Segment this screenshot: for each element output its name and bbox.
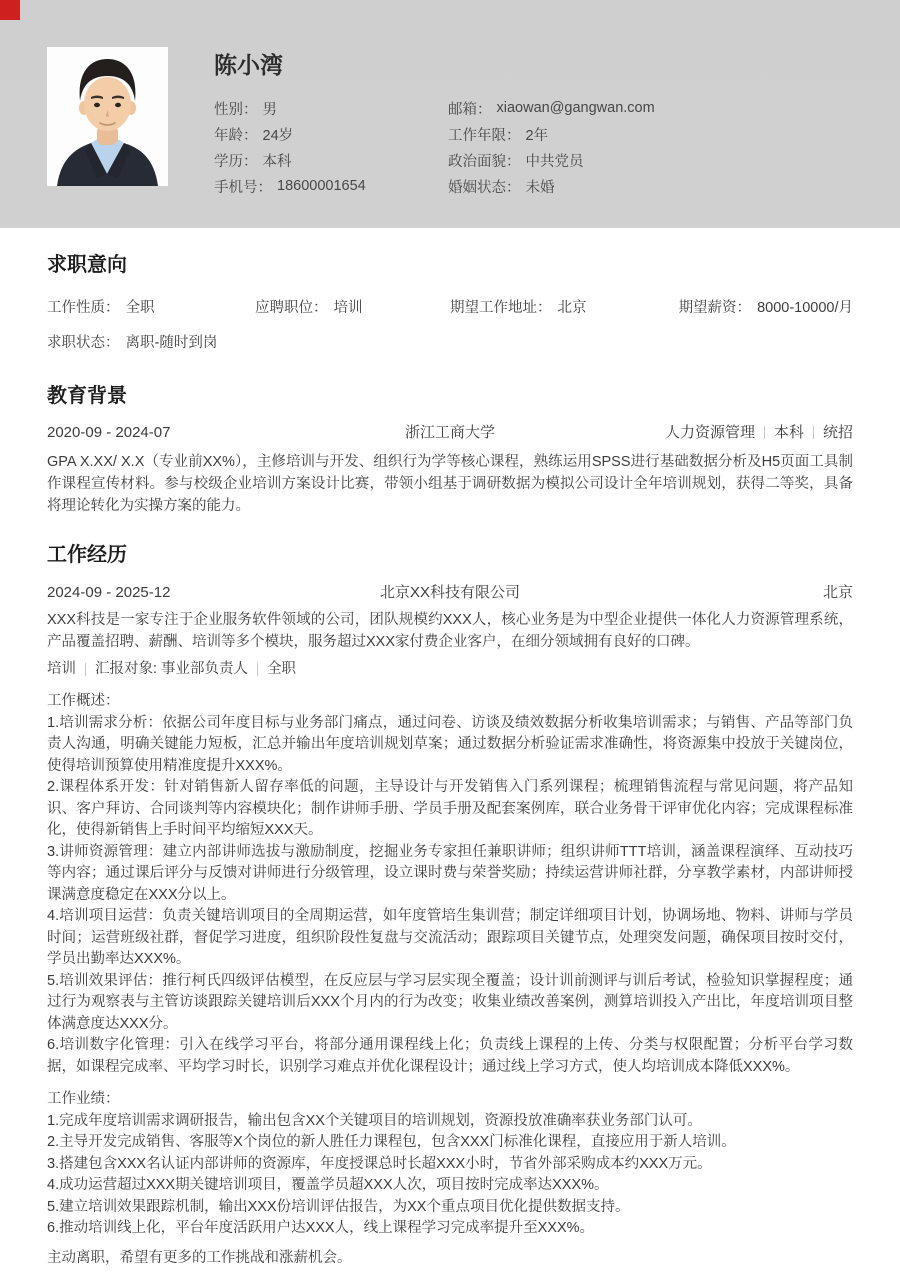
work-overview-block bbox=[47, 691, 853, 1078]
info-phone bbox=[214, 173, 448, 199]
section-education bbox=[47, 384, 853, 517]
work-role-row bbox=[47, 661, 853, 677]
basic-info-grid bbox=[214, 95, 853, 199]
education-degree-group bbox=[495, 424, 853, 441]
info-value: 本科 bbox=[262, 153, 292, 170]
info-label: 手机号： bbox=[214, 179, 272, 196]
info-marital-status bbox=[448, 173, 853, 199]
work-company: 北京XX科技有限公司 bbox=[379, 584, 520, 601]
intent-label: 期望工作地址： bbox=[450, 300, 552, 316]
info-value: 24岁 bbox=[262, 127, 294, 144]
intent-label: 期望薪资： bbox=[678, 300, 752, 316]
achievement-item: 2.主导开发完成销售、客服等X个岗位的新人胜任力课程包，包含XXX门标准化课程，直接应用于新人培训。 bbox=[47, 1134, 736, 1150]
work-position: 培训 bbox=[47, 661, 76, 677]
info-email bbox=[448, 95, 853, 121]
info-label: 年龄： bbox=[214, 127, 258, 144]
intent-label: 应聘职位： bbox=[255, 300, 328, 316]
education-major: 人力资源管理 bbox=[664, 424, 755, 441]
company-intro: XXX科技是一家专注于企业服务软件领域的公司，团队规模约XXX人，核心业务是为中型企业提供一体化人力资源管理系统，产品覆盖招聘、薪酬、培训等多个模块，服务超过XXX家付费企业客户，在细分领域拥有良好的口碑。 bbox=[47, 612, 853, 650]
duty-item: 5.培训效果评估：推行柯氏四级评估模型，在反应层与学习层实现全覆盖；设计训前测评与训后考试，检验知识掌握程度；通过行为观察表与主管访谈跟踪关键培训后XXX个月内的行为改变；收集业绩改善案例，测算培训投入产出比，年度培训项目整体满意度达XXX分。 bbox=[47, 972, 853, 1032]
duty-item: 4.培训项目运营：负责关键培训项目的全周期运营，如年度管培生集训营；制定详细项目计划，协调场地、物料、讲师与学员时间；运营班级社群，督促学习进度，组织阶段性复盘与交流活动；跟踪项目关键节点，处理突发问题，确保项目按时交付，学员出勤率达XXX%。 bbox=[47, 908, 853, 967]
resume-header bbox=[0, 0, 900, 228]
portrait-illustration bbox=[47, 47, 168, 186]
work-employment-type: 全职 bbox=[267, 661, 297, 677]
intent-label: 工作性质： bbox=[47, 300, 120, 316]
work-row bbox=[47, 584, 853, 601]
info-political-status bbox=[448, 147, 853, 173]
work-overview-heading: 工作概述： bbox=[47, 693, 120, 709]
intent-value: 北京 bbox=[557, 300, 587, 316]
intent-job-type bbox=[47, 300, 255, 316]
work-period: 2024-09 - 2025-12 bbox=[47, 584, 171, 601]
info-value: 18600001654 bbox=[277, 178, 366, 194]
info-value: 中共党员 bbox=[525, 153, 584, 170]
info-education bbox=[214, 147, 448, 173]
section-title-work: 工作经历 bbox=[47, 544, 127, 566]
info-label: 工作年限： bbox=[448, 127, 521, 144]
corner-marker bbox=[0, 0, 20, 20]
job-intent-row bbox=[47, 300, 853, 316]
achievement-item: 4.成功运营超过XXX期关键培训项目，覆盖学员超XXX人次，项目按时完成率达XXX%。 bbox=[47, 1177, 609, 1193]
duty-item: 2.课程体系开发：针对销售新人留存率低的问题，主导设计与开发销售入门系列课程；梳理销售流程与常见问题，将产品知识、客户拜访、合同谈判等内容模块化；制作讲师手册、学员手册及配套案例库，联合业务骨干评审优化内容；完成课程标准化，使得新销售上手时间平均缩短XXX天。 bbox=[47, 779, 853, 838]
info-gender bbox=[214, 95, 448, 121]
departure-reason: 主动离职，希望有更多的工作挑战和涨薪机会。 bbox=[47, 1249, 352, 1266]
achievement-item: 5.建立培训效果跟踪机制，输出XXX份培训评估报告，为XX个重点项目优化提供数据支持。 bbox=[47, 1198, 630, 1215]
info-age bbox=[214, 121, 448, 147]
header-info bbox=[214, 47, 853, 228]
intent-location bbox=[450, 300, 675, 316]
achievement-item: 1.完成年度培训需求调研报告，输出包含XX个关键项目的培训规划，资源投放准确率获业务部门认可。 bbox=[47, 1112, 702, 1129]
info-label: 政治面貌： bbox=[448, 153, 521, 170]
section-job-intent bbox=[47, 253, 853, 351]
intent-value: 全职 bbox=[125, 300, 155, 316]
education-row bbox=[47, 424, 853, 441]
work-location: 北京 bbox=[822, 584, 853, 601]
info-value: 未婚 bbox=[525, 179, 555, 196]
resume-body bbox=[0, 228, 900, 1275]
info-label: 邮箱： bbox=[448, 101, 492, 118]
intent-salary bbox=[679, 300, 853, 316]
achievement-item: 6.推动培训线上化，平台年度活跃用户达XXX人，线上课程学习完成率提升至XXX%。 bbox=[47, 1220, 595, 1236]
intent-position bbox=[255, 300, 450, 316]
candidate-name: 陈小湾 bbox=[214, 52, 283, 78]
divider bbox=[764, 426, 765, 439]
info-value: 男 bbox=[262, 101, 277, 118]
duty-item: 3.讲师资源管理：建立内部讲师选拔与激励制度，挖掘业务专家担任兼职讲师；组织讲师TTT培训，涵盖课程演绎、互动技巧等内容；通过课后评分与反馈对讲师进行分级管理，设立课时费与荣誉奖励；持续运营讲师社群，分享教学素材，内部讲师授课满意度稳定在XXX分以上。 bbox=[47, 843, 853, 903]
duty-item: 1.培训需求分析：依据公司年度目标与业务部门痛点，通过问卷、访谈及绩效数据分析收集培训需求；与销售、产品等部门负责人沟通，明确关键能力短板，汇总并输出年度培训规划草案；通过数据分析验证需求准确性，将资源集中投放于关键岗位，使得培训预算使用精准度提升XXX%。 bbox=[47, 714, 853, 774]
intent-value: 培训 bbox=[333, 300, 363, 316]
education-enrollment: 统招 bbox=[822, 424, 853, 441]
info-label: 婚姻状态： bbox=[448, 179, 521, 196]
info-value: 2年 bbox=[525, 127, 549, 144]
education-degree: 本科 bbox=[773, 424, 804, 441]
work-report-to: 汇报对象: 事业部负责人 bbox=[95, 661, 249, 677]
intent-value: 8000-10000/月 bbox=[757, 300, 853, 316]
info-label: 学历： bbox=[214, 153, 258, 170]
work-achievements-block bbox=[47, 1089, 853, 1240]
info-work-years bbox=[448, 121, 853, 147]
divider bbox=[813, 426, 814, 439]
intent-salary-wrap bbox=[675, 300, 853, 316]
section-title-education: 教育背景 bbox=[47, 385, 127, 407]
education-description: GPA X.XX/ X.X（专业前XX%），主修培训与开发、组织行为学等核心课程，熟练运用SPSS进行基础数据分析及H5页面工具制作课程宣传材料。参与校级企业培训方案设计比赛，带领小组基于调研数据为模拟公司设计全年培训规划，获得二等奖，具备将理论转化为实操方案的能力。 bbox=[47, 454, 853, 514]
avatar-photo bbox=[47, 47, 168, 186]
job-status-row bbox=[47, 335, 853, 351]
info-value: xiaowan@gangwan.com bbox=[496, 100, 655, 116]
education-school: 浙江工商大学 bbox=[404, 424, 495, 441]
status-label: 求职状态： bbox=[47, 335, 120, 351]
status-value: 离职-随时到岗 bbox=[125, 335, 218, 351]
divider bbox=[257, 663, 258, 676]
duty-item: 6.培训数字化管理：引入在线学习平台，将部分通用课程线上化；负责线上课程的上传、分类与权限配置；分析平台学习数据，如课程完成率、平均学习时长，识别学习难点并优化课程设计；通过线上学习方式，使人均培训成本降低XXX%。 bbox=[47, 1037, 853, 1075]
work-achievements-heading: 工作业绩： bbox=[47, 1091, 120, 1107]
section-work-experience bbox=[47, 543, 853, 1269]
achievement-item: 3.搭建包含XXX名认证内部讲师的资源库，年度授课总时长超XXX小时，节省外部采购成本约XXX万元。 bbox=[47, 1155, 712, 1172]
info-label: 性别： bbox=[214, 101, 258, 118]
education-period: 2020-09 - 2024-07 bbox=[47, 424, 171, 441]
section-title-job-intent: 求职意向 bbox=[47, 254, 127, 276]
divider bbox=[85, 663, 86, 676]
